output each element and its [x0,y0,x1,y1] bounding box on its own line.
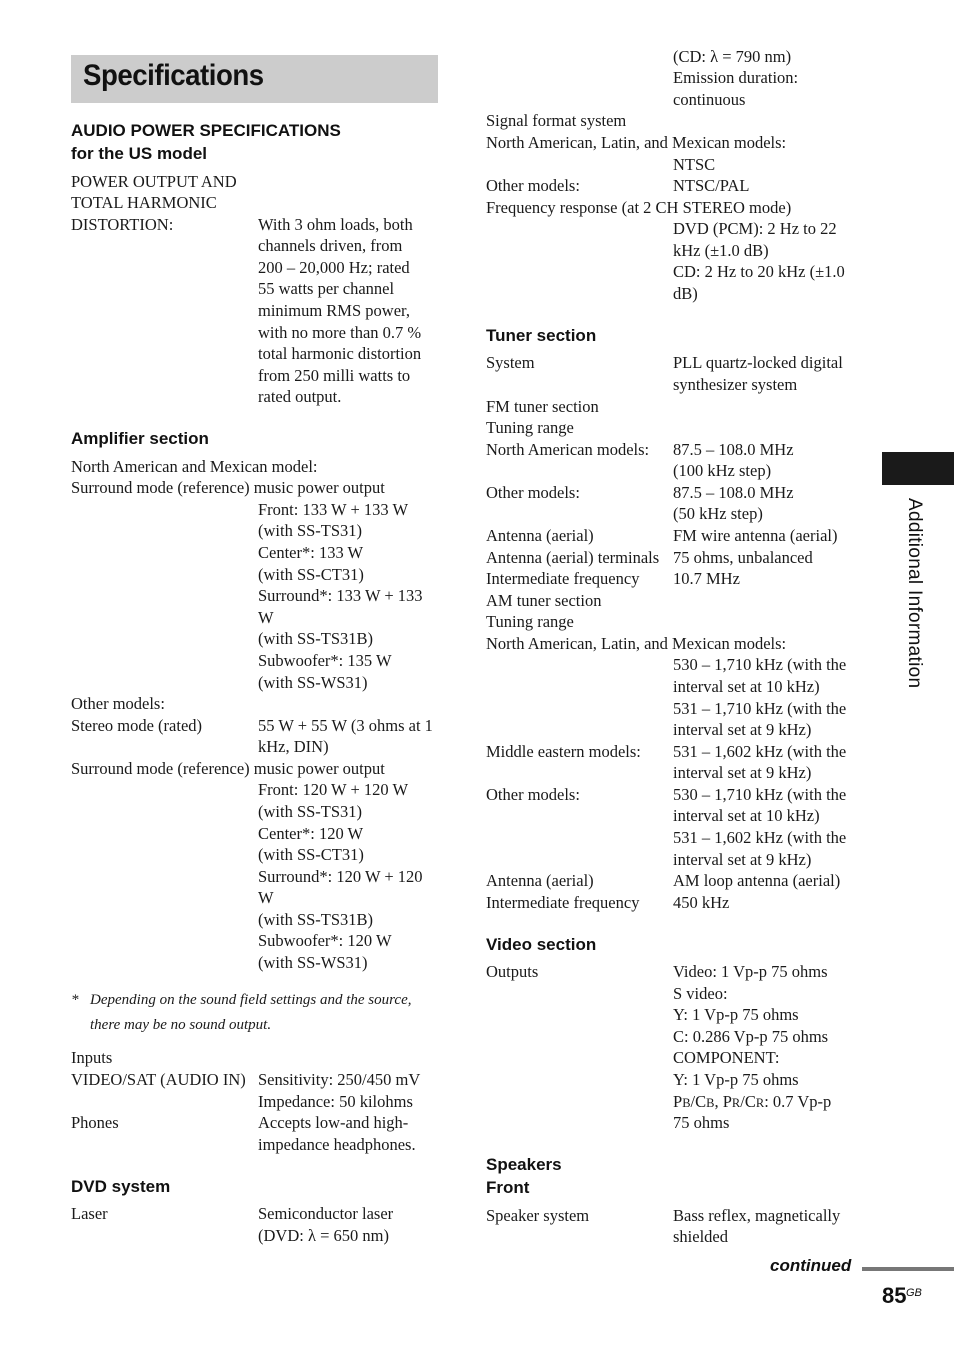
pr-sub: R [731,1096,741,1110]
outputs-value: 75 ohms [673,1113,730,1132]
laser-cont-value: Emission duration: [673,68,799,87]
fm-antenna-value: FM wire antenna (aerial) [673,526,838,545]
ntsc-pal-value: NTSC/PAL [673,176,750,195]
video-sat-value: Impedance: 50 kilohms [258,1092,413,1111]
speaker-system-value: Bass reflex, magnetically [673,1206,841,1225]
am-me-value: interval set at 9 kHz) [673,763,812,782]
system-value: PLL quartz-locked digital [673,353,843,372]
am-antenna-label: Antenna (aerial) [486,871,594,890]
fm-other-value: (50 kHz step) [673,504,763,523]
outputs-value: Y: 1 Vp-p 75 ohms [673,1005,799,1024]
na-value: Center*: 133 W [258,543,364,562]
am-other-value: 530 – 1,710 kHz (with the [673,785,847,804]
fm-antenna-label: Antenna (aerial) [486,526,594,545]
na-value: Subwoofer*: 135 W [258,651,392,670]
amplifier-section-heading: Amplifier section [71,429,209,448]
am-if-label: Intermediate frequency [486,893,640,912]
freq-response-label: Frequency response (at 2 CH STEREO mode) [486,198,792,217]
power-desc-line: with no more than 0.7 % [258,323,422,342]
dvd-system-heading: DVD system [71,1177,171,1196]
other-value: (with SS-WS31) [258,953,368,972]
laser-label: Laser [71,1204,108,1223]
am-other-value: interval set at 10 kHz) [673,806,820,825]
footnote-line: Depending on the sound field settings and the source, [90,992,412,1008]
other-value: (with SS-CT31) [258,845,364,864]
am-nalm-value: interval set at 10 kHz) [673,677,820,696]
power-desc-line: 200 – 20,000 Hz; rated [258,258,410,277]
outputs-value: S video: [673,984,728,1003]
other-value: Center*: 120 W [258,824,364,843]
footnote-line: there may be no sound output. [90,1017,272,1033]
am-section-label: AM tuner section [486,591,602,610]
ntsc-value: NTSC [673,155,716,174]
fm-na-value: 87.5 – 108.0 MHz [673,440,794,459]
fm-other-label: Other models: [486,483,580,502]
outputs-value: Video: 1 Vp-p 75 ohms [673,962,828,981]
laser-value: Semiconductor laser [258,1204,394,1223]
footnote-mark: * [71,992,79,1008]
other-value: (with SS-TS31B) [258,910,374,929]
other-models-label: Other models: [486,176,580,195]
na-value: (with SS-TS31) [258,521,363,540]
am-me-value: 531 – 1,602 kHz (with the [673,742,847,761]
other-value: Front: 120 W + 120 W [258,780,409,799]
fm-other-value: 87.5 – 108.0 MHz [673,483,794,502]
power-desc-line: channels driven, from [258,236,403,255]
freq-value: dB) [673,284,698,303]
other-value: Surround*: 120 W + 120 [258,867,423,886]
stereo-mode-label: Stereo mode (rated) [71,716,203,735]
stereo-value: 55 W + 55 W (3 ohms at 1 [258,716,433,735]
surround-ref-label: Surround mode (reference) music power output [71,759,385,778]
inputs-label: Inputs [71,1048,113,1067]
power-desc-line: With 3 ohm loads, both [258,215,413,234]
system-label: System [486,353,535,372]
outputs-value: COMPONENT: [673,1048,780,1067]
am-other-value: 531 – 1,602 kHz (with the [673,828,847,847]
section-tab-label: Additional Information [904,498,925,689]
pb-p: P [673,1092,683,1111]
speaker-system-value: shielded [673,1227,728,1246]
phones-value: Accepts low-and high- [258,1113,409,1132]
audio-power-heading-1: AUDIO POWER SPECIFICATIONS [71,121,341,140]
am-nalm-value: 531 – 1,710 kHz (with the [673,699,847,718]
phones-label: Phones [71,1113,119,1132]
video-sat-value: Sensitivity: 250/450 mV [258,1070,421,1089]
am-me-label: Middle eastern models: [486,742,641,761]
surround-ref-label: Surround mode (reference) music power output [71,478,385,497]
am-other-label: Other models: [486,785,580,804]
power-desc-line: rated output. [258,387,342,406]
stereo-value: kHz, DIN) [258,737,329,756]
na-value: (with SS-CT31) [258,565,364,584]
cb-sub: B [706,1096,715,1110]
pr-p: , P [714,1092,732,1111]
laser-cont-value: (CD: λ = 790 nm) [673,47,792,66]
outputs-label: Outputs [486,962,539,981]
tuning-range-label: Tuning range [486,418,574,437]
am-nalm-value: 530 – 1,710 kHz (with the [673,655,847,674]
component-pb-pr-value [673,1091,831,1114]
pb-slash-c: /C [690,1092,707,1111]
other-value: (with SS-TS31) [258,802,363,821]
power-desc-line: from 250 milli watts to [258,366,411,385]
freq-value: DVD (PCM): 2 Hz to 22 [673,219,837,238]
fm-if-value: 10.7 MHz [673,569,740,588]
am-nalm-value: interval set at 9 kHz) [673,720,812,739]
continued-rule [862,1267,954,1271]
speakers-heading: Speakers [486,1155,562,1174]
na-value: Front: 133 W + 133 W [258,500,409,519]
tuner-section-heading: Tuner section [486,326,597,345]
power-label: TOTAL HARMONIC [71,193,217,212]
other-value: Subwoofer*: 120 W [258,931,392,950]
pr-slash-c: /C [740,1092,756,1111]
outputs-value: C: 0.286 Vp-p 75 ohms [673,1027,829,1046]
am-if-value: 450 kHz [673,893,730,912]
freq-value: CD: 2 Hz to 20 kHz (±1.0 [673,262,845,281]
power-desc-line: total harmonic distortion [258,344,422,363]
fm-if-label: Intermediate frequency [486,569,640,588]
freq-value: kHz (±1.0 dB) [673,241,769,260]
system-value: synthesizer system [673,375,798,394]
video-sat-label: VIDEO/SAT (AUDIO IN) [71,1070,246,1089]
audio-power-heading-2: for the US model [71,144,208,163]
power-desc-line: minimum RMS power, [258,301,410,320]
am-other-value: interval set at 9 kHz) [673,850,812,869]
front-heading: Front [486,1178,530,1197]
na-value: Surround*: 133 W + 133 [258,586,423,605]
signal-na-label: North American, Latin, and Mexican models: [486,133,787,152]
page-title-box [71,55,438,103]
pb-pr-level: : 0.7 Vp-p [764,1092,832,1111]
page-number-suffix: GB [906,1287,922,1299]
speaker-system-label: Speaker system [486,1206,590,1225]
fm-na-value: (100 kHz step) [673,461,772,480]
fm-section-label: FM tuner section [486,397,599,416]
outputs-value: Y: 1 Vp-p 75 ohms [673,1070,799,1089]
page-number: 85 [882,1283,907,1308]
am-nalm-label: North American, Latin, and Mexican models: [486,634,787,653]
laser-value: (DVD: λ = 650 nm) [258,1226,389,1245]
power-label: POWER OUTPUT AND [71,172,237,191]
tuning-range-label: Tuning range [486,612,574,631]
cr-sub: R [755,1096,765,1110]
video-section-heading: Video section [486,935,597,954]
na-value: (with SS-TS31B) [258,629,374,648]
na-value: (with SS-WS31) [258,673,368,692]
fm-na-label: North American models: [486,440,650,459]
na-value: W [258,608,274,627]
pb-sub: B [682,1096,691,1110]
antenna-terminals-label: Antenna (aerial) terminals [486,548,660,567]
continued-label: continued [770,1256,852,1275]
antenna-terminals-value: 75 ohms, unbalanced [673,548,813,567]
page-title: Specifications [83,59,264,92]
power-label: DISTORTION: [71,215,174,234]
laser-cont-value: continuous [673,90,746,109]
am-antenna-value: AM loop antenna (aerial) [673,871,841,890]
section-tab-marker [882,452,954,485]
phones-value: impedance headphones. [258,1135,416,1154]
other-value: W [258,888,274,907]
other-models-label: Other models: [71,694,165,713]
power-desc-line: 55 watts per channel [258,279,395,298]
amp-na-label: North American and Mexican model: [71,457,318,476]
signal-format-label: Signal format system [486,111,627,130]
